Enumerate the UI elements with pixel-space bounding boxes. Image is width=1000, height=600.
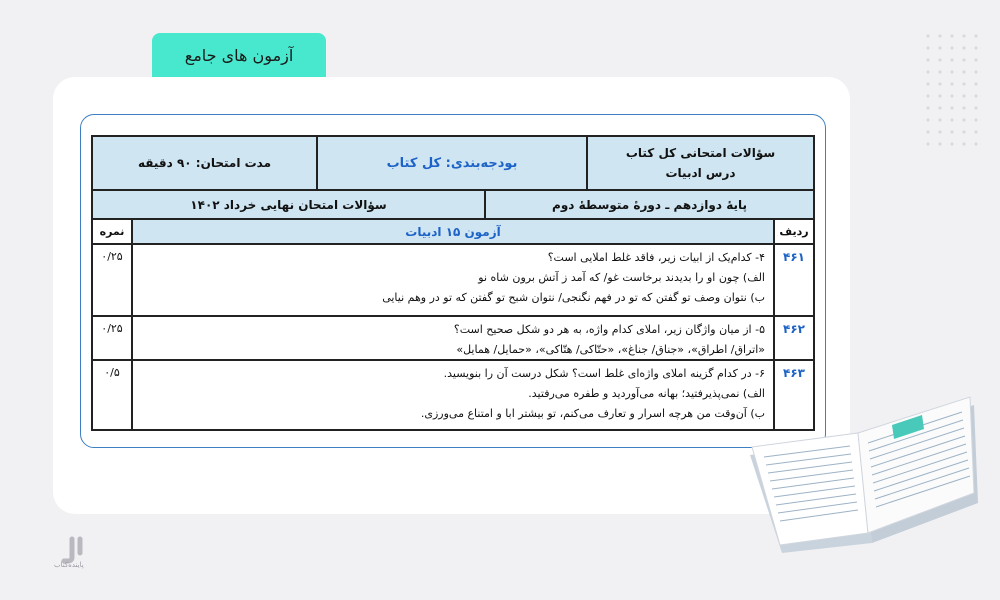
question-row [93,245,813,317]
question-number: ۴۶۱ [773,245,813,315]
brand-logo-text: پاینده‌کتاب [54,561,84,569]
exam-subject: درس ادبیات [665,166,736,180]
question-text: ۵- از میان واژگان زیر، املای کدام واژه، به هر دو شکل صحیح است؟ [453,323,765,336]
open-book-image [742,385,982,555]
exam-sheet [91,135,815,431]
question-body [133,361,773,431]
document-frame [80,114,826,448]
question-score: ۰/۲۵ [93,317,133,359]
question-option: الف) چون او را بدیدند برخاست غو/ که آمد ز آتش برون شاه نو [478,271,765,284]
column-score-label: نمره [93,220,133,243]
question-text: ۶- در کدام گزینه املای واژه‌ای غلط است؟ شکل درست آن را بنویسید. [443,367,765,380]
exam-title: سؤالات امتحانی کل کتاب [625,146,776,160]
question-number: ۴۶۳ [773,361,813,431]
question-option: «اتراق/ اطراق»، «جناق/ جناغ»، «حتّاکی/ هتّاکی»، «حمایل/ همایل» [456,343,765,356]
question-score: ۰/۵ [93,361,133,431]
column-test-title: آزمون ۱۵ ادبیات [133,220,773,243]
exam-header-row-2 [93,191,813,220]
question-body [133,317,773,359]
question-row [93,317,813,361]
question-body [133,245,773,315]
column-header-row [93,220,813,245]
column-row-label: ردیف [773,220,813,243]
decorative-dot-grid [922,30,982,150]
exam-grade: پایهٔ دوازدهم ـ دورهٔ متوسطهٔ دوم [484,191,813,218]
question-option: الف) نمی‌پذیرفتید؛ بهانه می‌آوردید و طفره می‌رفتید. [528,387,765,400]
question-number: ۴۶۲ [773,317,813,359]
section-badge [152,33,326,77]
exam-budget: بودجه‌بندی: کل کتاب [316,137,586,189]
exam-duration: مدت امتحان: ۹۰ دقیقه [137,156,272,170]
exam-header-row-1 [93,137,813,191]
exam-source: سؤالات امتحان نهایی خرداد ۱۴۰۲ [190,197,387,212]
question-score: ۰/۲۵ [93,245,133,315]
exam-title-cell [586,137,813,189]
question-row [93,361,813,431]
badge-label: آزمون های جامع [184,45,294,65]
brand-logo-icon [58,535,94,579]
question-option: ب) آن‌وقت من هرچه اسرار و تعارف می‌کنم، تو بیشتر ابا و امتناع می‌ورزی. [420,407,765,420]
question-option: ب) نتوان وصف تو گفتن که تو در فهم نگنجی/ نتوان شبح تو گفتن که تو در وهم نیایی [382,291,765,304]
question-text: ۴- کدام‌یک از ابیات زیر، فاقد غلط املایی است؟ [547,251,765,264]
